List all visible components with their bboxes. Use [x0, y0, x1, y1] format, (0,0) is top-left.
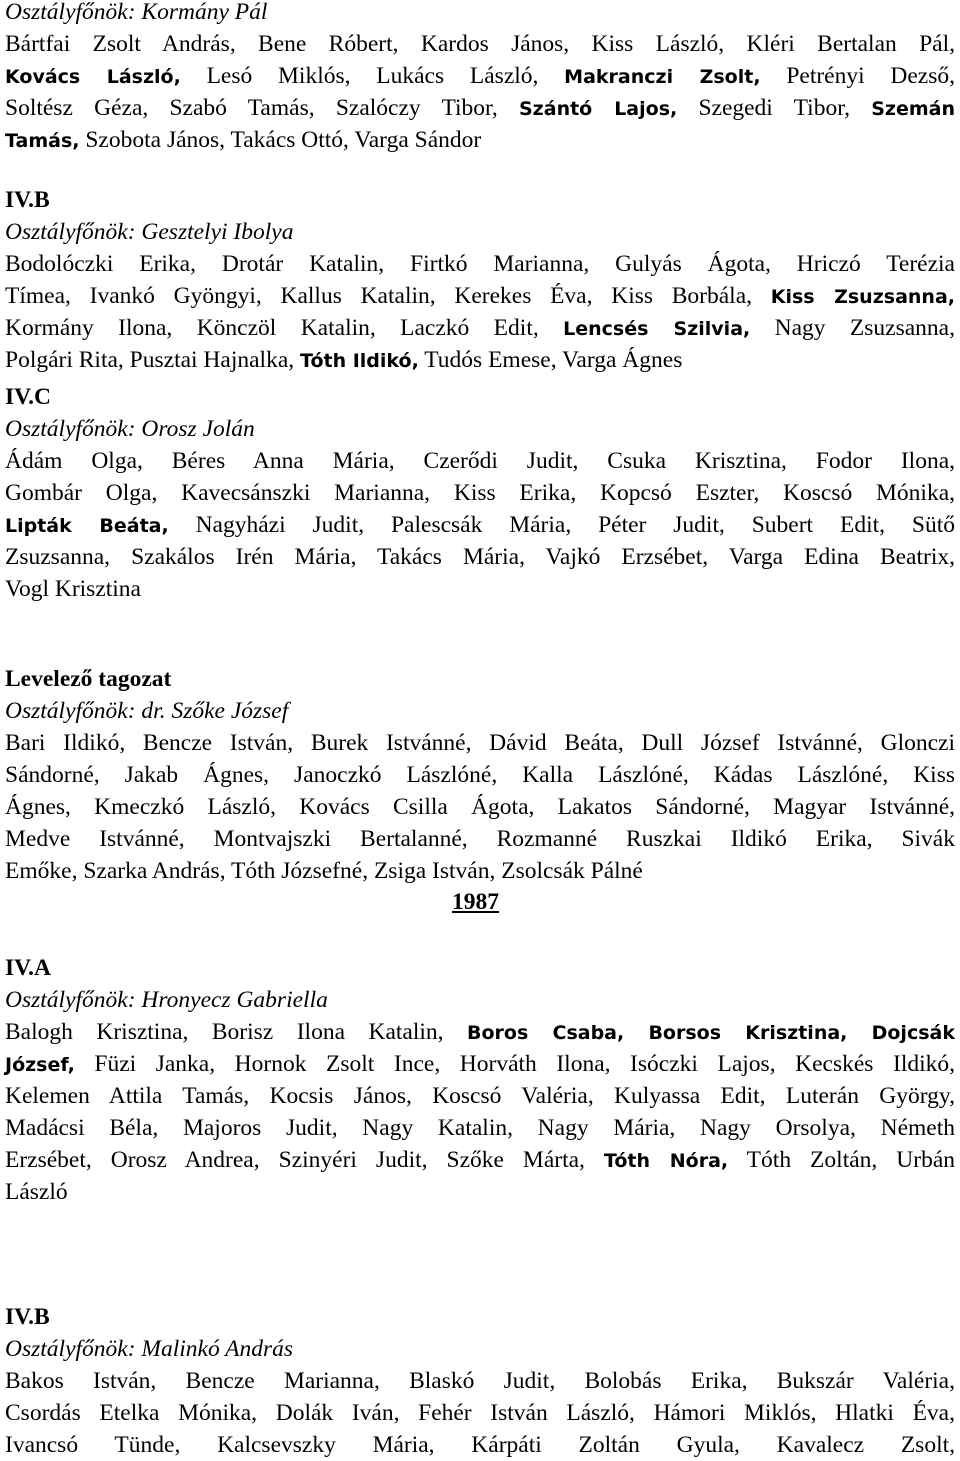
list-line	[5, 509, 955, 541]
name-text: Bodolóczki Erika, Drotár Katalin, Firtkó Marianna, Gulyás Ágota, Hriczó Terézia	[5, 251, 955, 277]
name-text: Medve Istvánné, Montvajszki Bertalanné, Rozmanné Ruszkai Ildikó Erika, Sivák	[5, 826, 955, 852]
name-text: Lesó Miklós, Lukács László,	[180, 63, 565, 89]
list-line	[5, 1397, 955, 1429]
class-heading: IV.A	[5, 955, 51, 981]
highlighted-name: Boros Csaba, Borsos Krisztina, Dojcsák	[467, 1022, 955, 1044]
name-text: Füzi Janka, Hornok Zsolt Ince, Horváth Ilona, Isóczki Lajos, Kecskés Ildikó,	[74, 1051, 955, 1077]
list-line	[5, 477, 955, 509]
name-text: Ivancsó Tünde, Kalcsevszky Mária, Kárpáti Zoltán Gyula, Kavalecz Zsolt,	[5, 1432, 955, 1458]
highlighted-name: Tamás,	[5, 130, 80, 152]
list-line	[5, 727, 955, 759]
student-list	[5, 1365, 955, 1461]
name-text: Balogh Krisztina, Borisz Ilona Katalin,	[5, 1019, 468, 1045]
class-teacher: Osztályfőnök: Kormány Pál	[5, 0, 268, 25]
list-line	[5, 92, 955, 124]
section-iv-b-1987	[5, 1301, 955, 1461]
list-line	[5, 312, 955, 344]
name-text: Ágnes, Kmeczkó László, Kovács Csilla Ágota, Lakatos Sándorné, Magyar Istvánné,	[5, 794, 955, 820]
name-text: Erzsébet, Orosz Andrea, Szinyéri Judit, Szőke Márta,	[5, 1147, 604, 1173]
student-list	[5, 1016, 955, 1208]
name-text: Ádám Olga, Béres Anna Mária, Czerődi Judit, Csuka Krisztina, Fodor Ilona,	[5, 448, 955, 474]
class-heading: IV.B	[5, 187, 50, 213]
list-line	[5, 1365, 955, 1397]
list-line	[5, 1144, 955, 1176]
highlighted-name: Lencsés Szilvia,	[563, 318, 751, 340]
list-line	[5, 344, 955, 376]
class-teacher: Osztályfőnök: dr. Szőke József	[5, 698, 289, 724]
class-heading: IV.B	[5, 1304, 50, 1330]
list-line	[5, 60, 955, 92]
list-line	[5, 1048, 955, 1080]
name-text: Csordás Etelka Mónika, Dolák Iván, Fehér István László, Hámori Miklós, Hlatki Éva,	[5, 1400, 955, 1426]
list-line	[5, 28, 955, 60]
list-line	[5, 124, 955, 156]
name-text: Kelemen Attila Tamás, Kocsis János, Koscsó Valéria, Kulyassa Edit, Luterán György,	[5, 1083, 955, 1109]
student-list	[5, 248, 955, 376]
list-line	[5, 1429, 955, 1461]
list-line	[5, 541, 955, 573]
name-text: Nagy Zsuzsanna,	[750, 315, 955, 341]
list-line	[5, 1176, 955, 1208]
name-text: Sándorné, Jakab Ágnes, Janoczkó Lászlóné, Kalla Lászlóné, Kádas Lászlóné, Kiss	[5, 762, 955, 788]
student-list	[5, 28, 955, 156]
section-iv-a-1986	[5, 0, 955, 156]
name-text: Vogl Krisztina	[5, 576, 141, 602]
name-text: Polgári Rita, Pusztai Hajnalka,	[5, 347, 301, 373]
highlighted-name: Tóth Nóra,	[603, 1150, 729, 1172]
list-line	[5, 855, 955, 887]
section-iv-c-1986	[5, 381, 955, 605]
class-heading: IV.C	[5, 384, 51, 410]
list-line	[5, 248, 955, 280]
name-text: Madácsi Béla, Majoros Judit, Nagy Katalin, Nagy Mária, Nagy Orsolya, Németh	[5, 1115, 955, 1141]
highlighted-name: Tóth Ildikó,	[300, 350, 419, 372]
highlighted-name: Szemán	[871, 98, 955, 120]
list-line	[5, 445, 955, 477]
name-text: Kormány Ilona, Könczöl Katalin, Laczkó Edit,	[5, 315, 564, 341]
highlighted-name: Szántó Lajos,	[519, 98, 678, 120]
highlighted-name: József,	[5, 1054, 75, 1076]
class-heading: Levelező tagozat	[5, 666, 172, 692]
list-line	[5, 1016, 955, 1048]
name-text: Bakos István, Bencze Marianna, Blaskó Judit, Bolobás Erika, Bukszár Valéria,	[5, 1368, 955, 1394]
list-line	[5, 1112, 955, 1144]
name-text: Bártfai Zsolt András, Bene Róbert, Kardos János, Kiss László, Kléri Bertalan Pál,	[5, 31, 955, 57]
name-text: Petrényi Dezső,	[760, 63, 955, 89]
list-line	[5, 823, 955, 855]
class-teacher: Osztályfőnök: Hronyecz Gabriella	[5, 987, 328, 1013]
year-heading: 1987	[452, 889, 499, 915]
name-text: Nagyházi Judit, Palescsák Mária, Péter Judit, Subert Edit, Sütő	[168, 512, 955, 538]
class-teacher: Osztályfőnök: Malinkó András	[5, 1336, 294, 1362]
section-correspondence	[5, 663, 955, 887]
highlighted-name: Kovács László,	[5, 66, 181, 88]
section-iv-a-1987	[5, 952, 955, 1208]
name-text: Bari Ildikó, Bencze István, Burek Istvánné, Dávid Beáta, Dull József Istvánné, Glonczi	[5, 730, 955, 756]
list-line	[5, 280, 955, 312]
name-text: Szegedi Tibor,	[677, 95, 872, 121]
name-text: Tímea, Ivankó Gyöngyi, Kallus Katalin, Kerekes Éva, Kiss Borbála,	[5, 283, 771, 309]
name-text: Tóth Zoltán, Urbán	[728, 1147, 955, 1173]
highlighted-name: Kiss Zsuzsanna,	[770, 286, 955, 308]
class-teacher: Osztályfőnök: Gesztelyi Ibolya	[5, 219, 294, 245]
section-iv-b-1986	[5, 184, 955, 376]
name-text: Tudós Emese, Varga Ágnes	[418, 347, 683, 373]
highlighted-name: Makranczi Zsolt,	[564, 66, 761, 88]
list-line	[5, 791, 955, 823]
name-text: László	[5, 1179, 68, 1205]
name-text: Gombár Olga, Kavecsánszki Marianna, Kiss Erika, Kopcsó Eszter, Koscsó Mónika,	[5, 480, 955, 506]
class-teacher: Osztályfőnök: Orosz Jolán	[5, 416, 255, 442]
name-text: Szobota János, Takács Ottó, Varga Sándor	[79, 127, 482, 153]
name-text: Soltész Géza, Szabó Tamás, Szalóczy Tibor,	[5, 95, 519, 121]
list-line	[5, 1080, 955, 1112]
list-line	[5, 573, 955, 605]
name-text: Emőke, Szarka András, Tóth Józsefné, Zsiga István, Zsolcsák Pálné	[5, 858, 643, 884]
highlighted-name: Lipták Beáta,	[5, 515, 169, 537]
list-line	[5, 759, 955, 791]
name-text: Zsuzsanna, Szakálos Irén Mária, Takács Mária, Vajkó Erzsébet, Varga Edina Beatrix,	[5, 544, 955, 570]
student-list	[5, 445, 955, 605]
student-list	[5, 727, 955, 887]
